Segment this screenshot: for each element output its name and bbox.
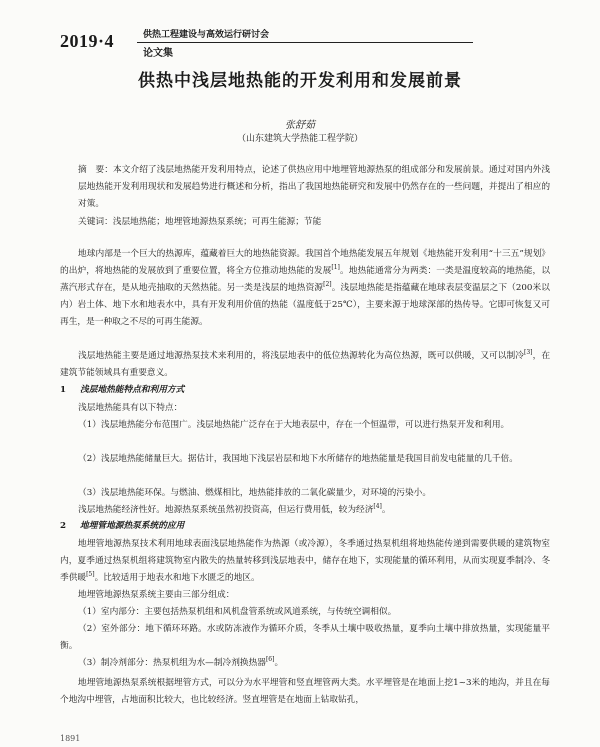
abstract: 摘 要：本文介绍了浅层地热能开发利用特点，论述了供热应用中地埋管地源热泵的组成部分和发展前景。通过对国内外浅层地热能开发利用现状和发展趋势进行概述和分析，指出了我国地热能研究和发展中仍然存在的一些问题，并提出了相应的对策。: [78, 165, 550, 209]
paper-author: 张舒茹: [285, 120, 315, 131]
section-1-item-1: （1）浅层地热能分布范围广。浅层地热能广泛存在于大地表层中，存在一个恒温带，可以进行热泵开发和利用。: [78, 420, 510, 430]
section-1-item-4: 浅层地热能经济性好。地源热泵系统虽然初投资高，但运行费用低，较为经济[4]。: [78, 503, 391, 515]
section-2-item-3: （3）制冷剂部分：热泵机组为水—制冷剂换热器[6]。: [78, 656, 284, 668]
section-2-paragraph-2: 地埋管地源热泵系统主要由三部分组成：: [78, 590, 235, 600]
citation-2: [2]: [323, 281, 332, 289]
citation-3: [3]: [524, 349, 533, 357]
header-conference-name: 供热工程建设与高效运行研讨会: [143, 30, 270, 40]
section-2-paragraph-1: 地埋管地源热泵技术利用地球表面浅层地热能作为热源（或冷源），冬季通过热泵机组将地热能传递到需要供暖的建筑物室内，夏季通过热泵机组将建筑物室内散失的热量转移到浅层地表中，储存在地下，实现能量的循环利用，从而实现夏季制冷、冬季供暖[5]。比较适用于地表水和地下水匮乏的地区。: [60, 539, 550, 583]
keywords: 关键词：浅层地热能；地埋管地源热泵系统；可再生能源；节能: [78, 217, 322, 227]
citation-4: [4]: [373, 503, 382, 511]
section-2-paragraph-3: 地埋管地源热泵系统根据埋管方式，可以分为水平埋管和竖直埋管两大类。水平埋管是在地面上挖1~3米的地沟，并且在每个地沟中埋管，占地面积比较大，也比较经济。竖直埋管是在地面上钻取钻孔，: [60, 678, 550, 705]
header-year-issue: 2019·4: [60, 31, 115, 51]
header-divider: [137, 42, 473, 43]
header-section-label: 论文集: [143, 48, 173, 59]
section-2-item-1: （1）室内部分：主要包括热泵机组和风机盘管系统或风道系统，与传统空调相似。: [78, 607, 397, 617]
intro-paragraph-1: 地球内部是一个巨大的热源库，蕴藏着巨大的地热能资源。我国首个地热能发展五年规划《地热能开发利用“十三五”规划》的出炉，将地热能的发展放到了重要位置，将全方位推动地热能的发展[1]。地热能通常分为两类：一类是温度较高的地热能，以蒸汽形式存在，是从地壳抽取的天然热能。另一类是浅层的地热资源[2]。浅层地热能是指蕴藏在地球表层变温层之下（200米以内）岩土体、地下水和地表水中，具有开发利用价值的热能（温度低于25℃），主要来源于地球深部的热传导。它即可恢复又可再生，是一种取之不尽的可再生能源。: [60, 249, 551, 327]
citation-1: [1]: [331, 264, 340, 272]
page-number: 1891: [60, 734, 81, 743]
citation-5: [5]: [86, 571, 95, 579]
section-1-item-2: （2）浅层地热能储量巨大。据估计，我国地下浅层岩层和地下水所储存的地热能量是我国目前发电能量的几千倍。: [78, 454, 518, 464]
intro-paragraph-2: 浅层地热能主要是通过地源热泵技术来利用的，将浅层地表中的低位热源转化为高位热源，既可以供暖，又可以制冷[3]，在建筑节能领域具有重要意义。: [60, 349, 551, 378]
section-1-item-3: （3）浅层地热能环保。与燃油、燃煤相比，地热能排放的二氧化碳量少，对环境的污染小。: [78, 488, 432, 498]
section-2-heading: 2 地埋管地源热泵系统的应用: [60, 521, 185, 531]
paper-title: 供热中浅层地热能的开发利用和发展前景: [138, 71, 462, 91]
section-1-heading: 1 浅层地热能特点和利用方式: [60, 385, 185, 395]
section-1-lead: 浅层地热能具有以下特点：: [78, 403, 183, 413]
citation-6: [6]: [265, 656, 275, 664]
section-2-item-2: （2）室外部分：地下循环环路。水或防冻液作为循环介质，冬季从土壤中吸收热量，夏季向土壤中排放热量，实现能量平衡。: [60, 624, 550, 651]
paper-affiliation: （山东建筑大学热能工程学院）: [236, 134, 363, 144]
